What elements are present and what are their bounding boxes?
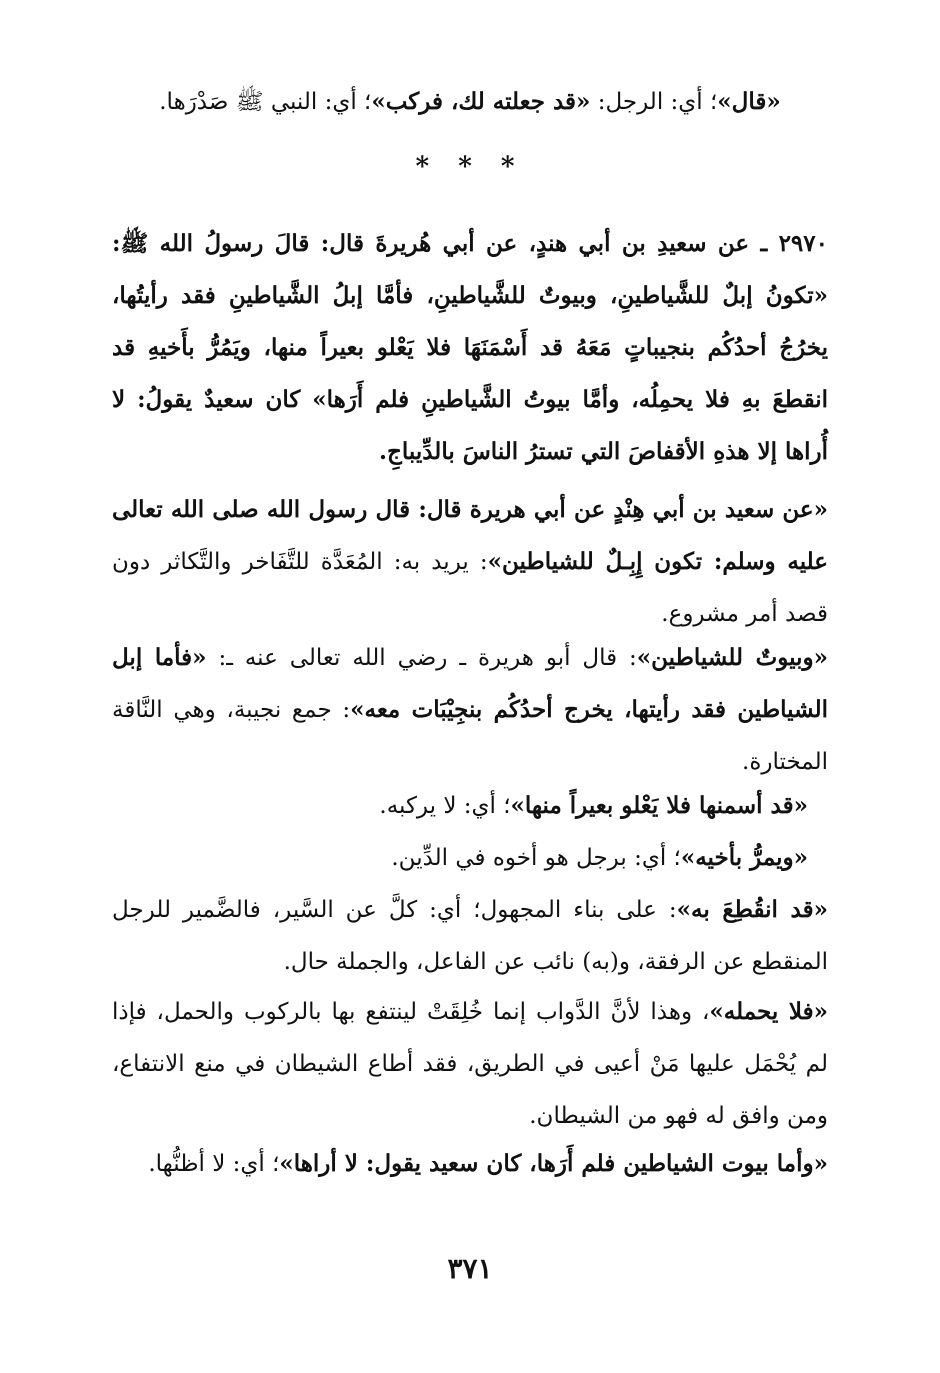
- top-line: [112, 76, 828, 128]
- quote: «فأما إبل الشياطين فقد رأيتها، يخرج أحدُكُم بنجِيْبَات معه»: [112, 644, 829, 723]
- hadith-text: ٢٩٧٠ ـ عن سعيدِ بن أبي هندٍ، عن أبي هُريرةَ قال: قالَ رسولُ الله ﷺ: «تكونُ إبلٌ للشَّياطينِ، وبيوتٌ للشَّياطينِ، فأمَّا إبلُ الشَّياطينِ فقد رأيتُها، يخرُجُ أحدُكُم بنجيباتٍ مَعَهُ قد أَسْمَنَهَا فلا يَعْلو بعيراً منها، ويَمُرُّ بأَخيهِ قد انقطعَ بهِ فلا يحمِلُه، وأمَّا بيوتُ الشَّياطينِ فلم أَرَها» كان سعيدٌ يقولُ: لا أُراها إلا هذهِ الأقفاصَ التي تسترُ الناسَ بالدِّيباجِ.: [112, 230, 828, 465]
- quote: «قد أسمنها فلا يَعْلو بعيراً منها»: [510, 792, 808, 819]
- quote: «قد انقُطِعَ به»: [676, 896, 828, 923]
- gloss: ؛ أي: النبي ﷺ صَدْرَها.: [159, 89, 372, 115]
- commentary-paragraph: [112, 832, 808, 884]
- gloss: ؛ أي: الرجل:: [590, 89, 718, 115]
- gloss: ، وهذا لأنَّ الدَّواب إنما خُلِقَتْ لينتفع بها بالركوب والحمل، فإذا لم يُحْمَل عليها مَنْ أعيى في الطريق، فقد أطاع الشيطان في منع الانتفاع، ومن وافق له فهو من الشيطان.: [112, 999, 828, 1129]
- commentary-paragraph: [112, 884, 828, 988]
- gloss: ؛ أي: لا أظنُّها.: [148, 1151, 280, 1177]
- quote: «قد جعلته لك، فركب»: [371, 88, 591, 115]
- gloss: : يريد به: المُعَدَّة للتَّفَاخر والتَّكاثر دون قصد أمر مشروع.: [112, 549, 828, 627]
- gloss: ؛ أي: لا يركبه.: [379, 793, 511, 819]
- commentary-paragraph: [112, 484, 828, 640]
- gloss: : جمع نجيبة، وهي النَّاقة المختارة.: [112, 697, 828, 775]
- quote: «وأما بيوت الشياطين فلم أَرَها، كان سعيد يقول: لا أراها»: [279, 1150, 828, 1177]
- gloss: : قال أبو هريرة ـ رضي الله تعالى عنه ـ:: [206, 645, 637, 671]
- gloss: ؛ أي: برجل هو أخوه في الدِّين.: [391, 845, 681, 871]
- section-separator: * * *: [415, 152, 525, 182]
- commentary-paragraph: [112, 1138, 828, 1190]
- quote: «قال»: [717, 88, 781, 115]
- quote: «فلا يحمله»: [709, 998, 828, 1025]
- page-number: ٣٧١: [447, 1252, 493, 1285]
- commentary-paragraph: [112, 632, 828, 788]
- quote: «ويمرُّ بأخيه»: [680, 844, 808, 871]
- quote: «عن سعيد بن أبي هِنْدٍ عن أبي هريرة قال: قال رسول الله صلى الله تعالى عليه وسلم: تكون إِبِـلٌ للشياطين»: [112, 496, 828, 575]
- commentary-paragraph: [112, 986, 828, 1142]
- quote: «وبيوتٌ للشياطين»: [636, 644, 828, 671]
- gloss: : على بناء المجهول؛ أي: كلَّ عن السَّير، فالضَّمير للرجل المنقطع عن الرفقة، و(به) نائب عن الفاعل، والجملة حال.: [112, 897, 828, 975]
- commentary-paragraph: [112, 780, 808, 832]
